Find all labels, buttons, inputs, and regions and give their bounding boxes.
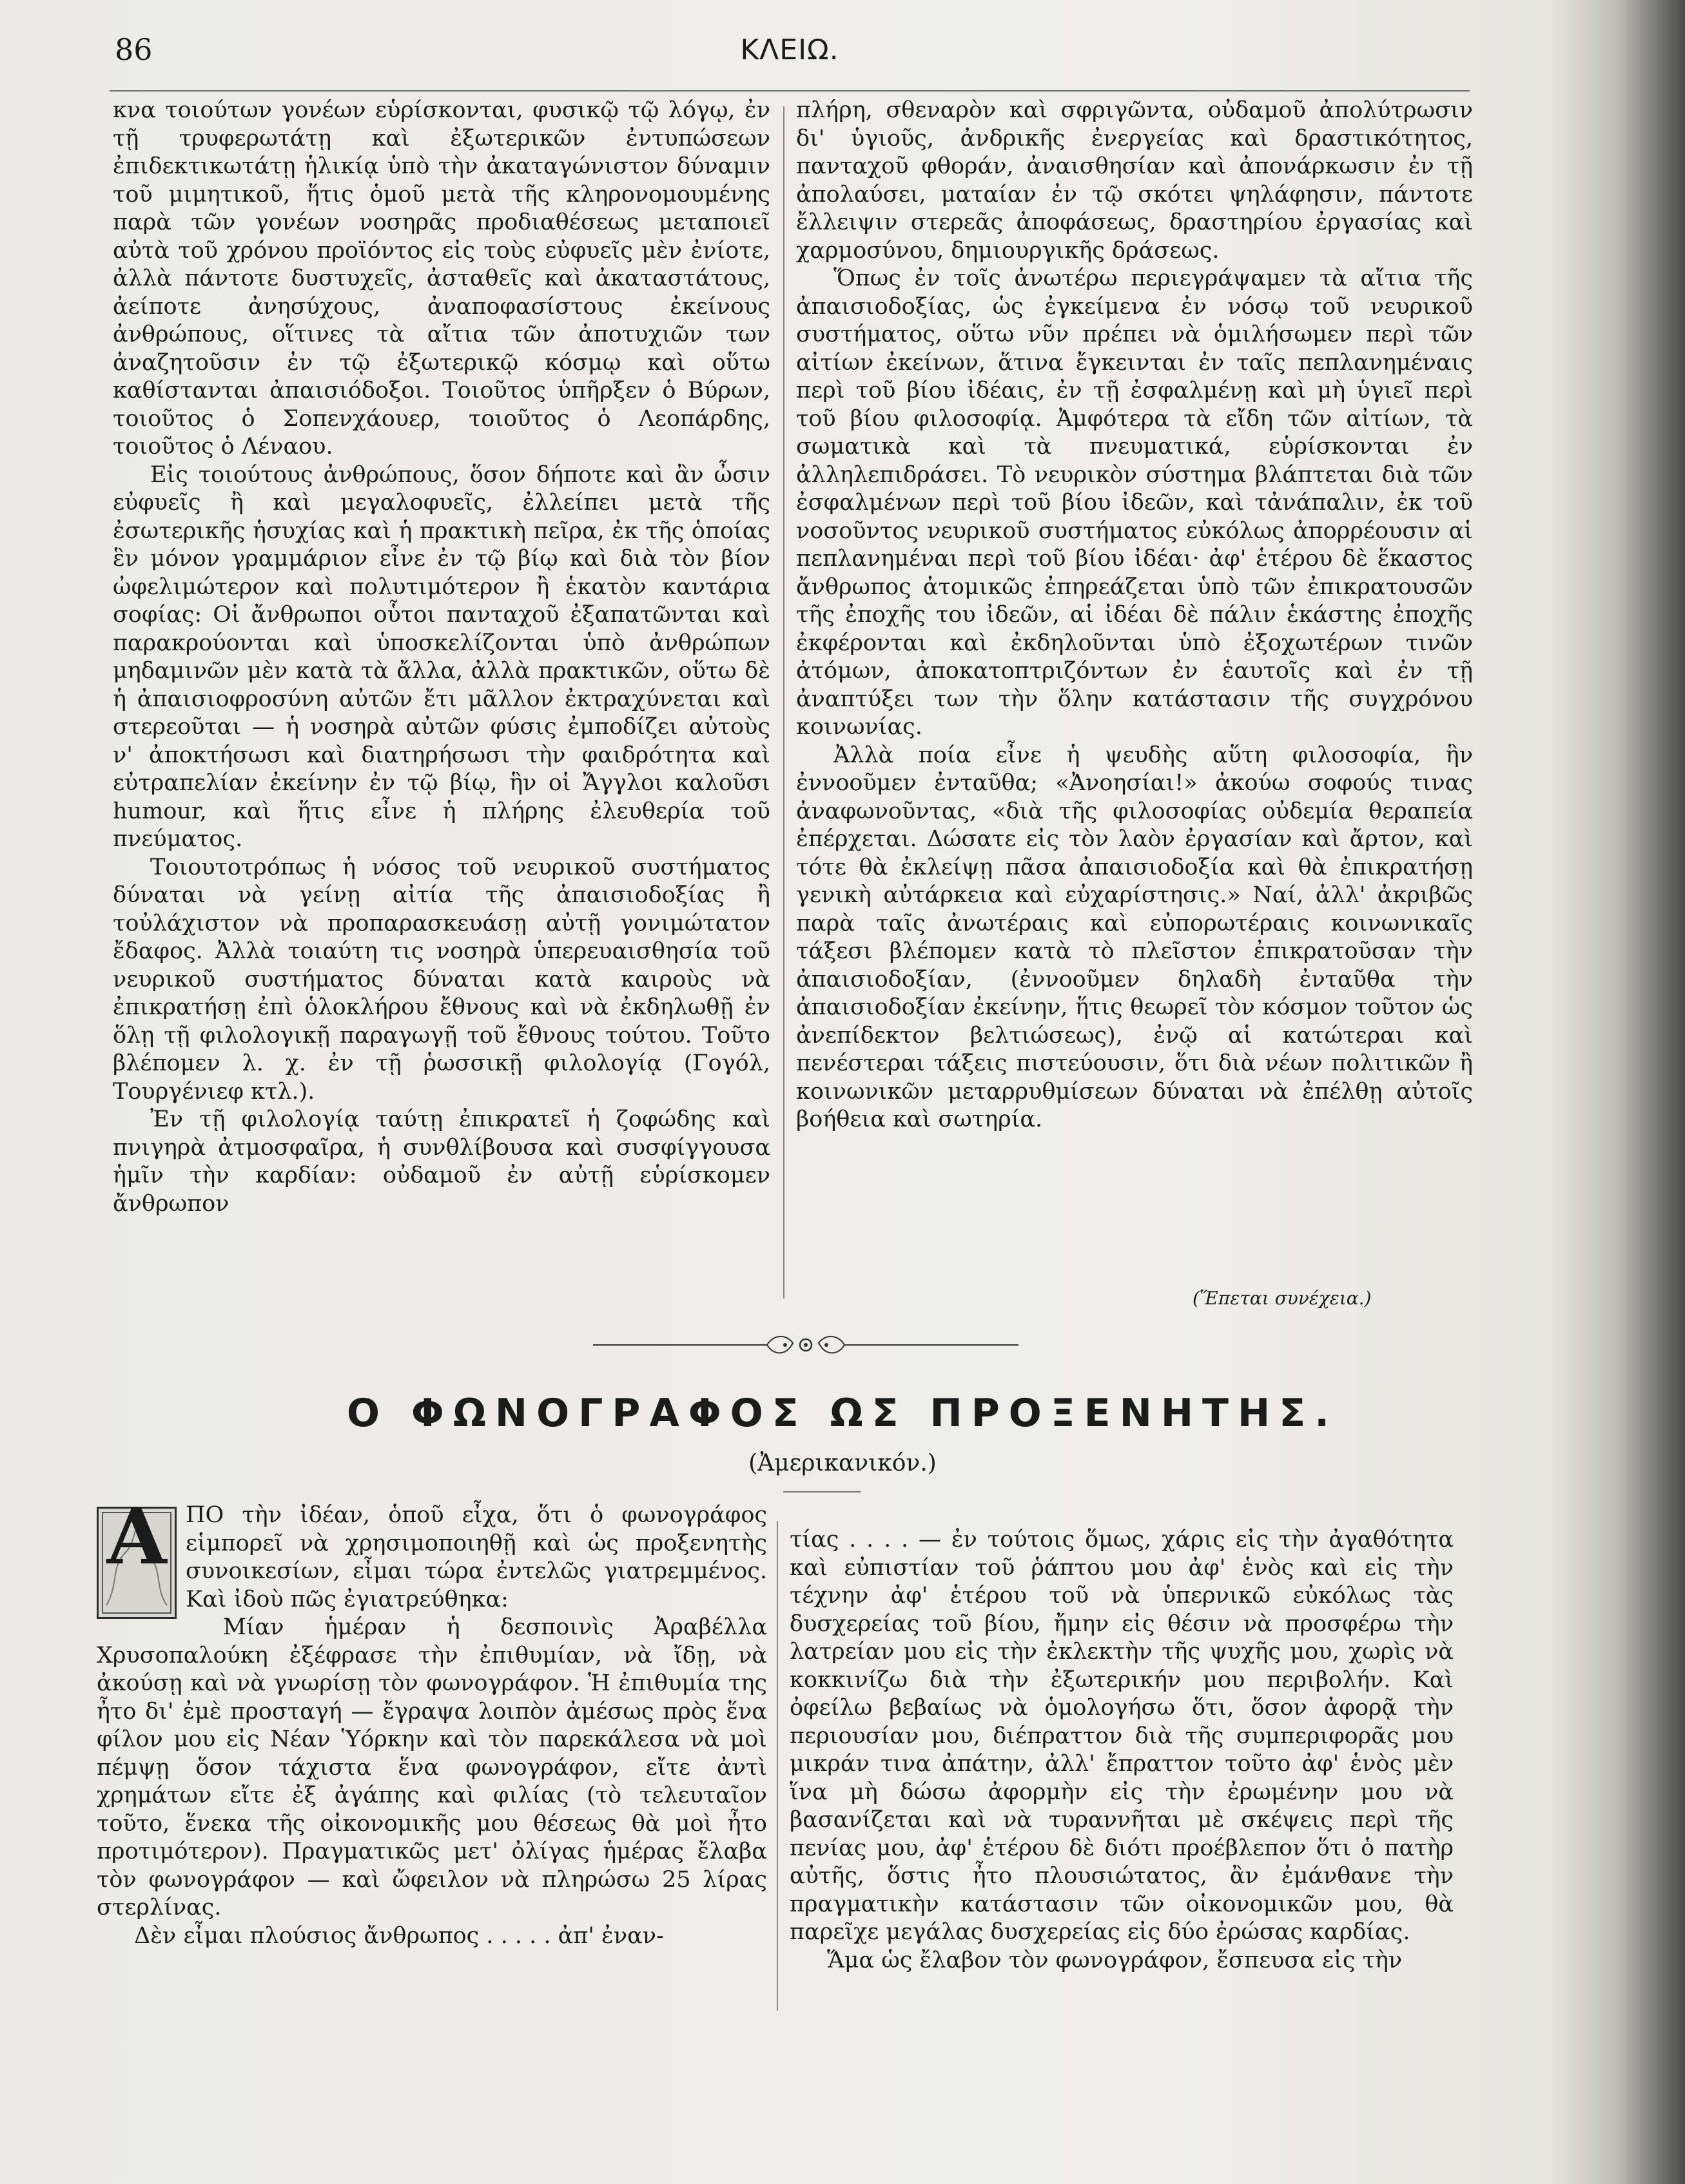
paragraph: Ἀλλὰ ποία εἶνε ἡ ψευδὴς αὕτη φιλοσοφία, ἣν ἐννοοῦμεν ἐνταῦθα; «Ἀνοησίαι!» ἀκούω σοφούς τινας ἀναφωνοῦντας, «διὰ τῆς φιλοσοφίας οὐδεμία θεραπεία ἐπέρχεται. Δώσατε εἰς τὸν λαὸν ἐργασίαν καὶ ἄρτον, καὶ τότε θὰ ἐκλείψῃ πᾶσα ἀπαισιοδοξία καὶ θὰ ἐπικρατήσῃ γενικὴ αὐτάρκεια καὶ εὐχαρίστησις.» Ναί, ἀλλ' ἀκριβῶς παρὰ ταῖς ἀνωτέραις καὶ εὐπορωτέραις κοινωνικαῖς τάξεσι βλέπομεν κατὰ τὸ πλεῖστον ἐπικρατοῦσαν τὴν ἀπαισιοδοξίαν, (ἐννοοῦμεν δηλαδὴ ἐνταῦθα τὴν ἀπαισιοδοξίαν ἐκείνην, ἥτις θεωρεῖ τὸν κόσμον τοῦτον ὡς ἀνεπίδεκτον βελτιώσεως), ἐνῷ αἱ κατώτεραι καὶ πενέστεραι τάξεις πιστεύουσιν, ὅτι διὰ νέων πολιτικῶν ἢ κοινωνικῶν μεταρρυθμίσεων δύναται νὰ ἐπέλθῃ αὐτοῖς βοήθεια καὶ σωτηρία. — [796, 742, 1473, 1132]
page-number: 86 — [115, 32, 153, 67]
paragraph: Ἐν τῇ φιλολογίᾳ ταύτῃ ἐπικρατεῖ ἡ ζοφώδης καὶ πνιγηρὰ ἀτμοσφαῖρα, ἡ συνθλίβουσα καὶ συσφίγγουσα ἡμῖν τὴν καρδίαν: οὐδαμοῦ ἐν αὐτῇ εὑρίσκομεν ἄνθρωπον — [113, 1106, 770, 1217]
running-title: ΚΛΕΙΩ. — [740, 34, 839, 66]
paragraph: τίας . . . . — ἐν τούτοις ὅμως, χάρις εἰς τὴν ἀγαθότητα καὶ εὐπιστίαν τοῦ ῥάπτου μου ἀφ' ἑνὸς καὶ εἰς τὴν τέχνην ἀφ' ἑτέρου τοῦ νὰ ὑπερνικῶ εὐκόλως τὰς δυσχερείας τοῦ βίου, ἤμην εἰς θέσιν νὰ προσφέρω τὴν λατρείαν μου εἰς τὴν ἐκλεκτὴν τῆς ψυχῆς μου, χωρὶς νὰ κοκκινίζω διὰ τὴν ἐξωτερικήν μου περιβολήν. Καὶ ὀφείλω βεβαίως νὰ ὁμολογήσω ὅτι, ὅσον ἀφορᾷ τὴν περιουσίαν μου, διέπραττον διὰ τῆς συμπεριφορᾶς μου μικράν τινα ἀπάτην, ἀλλ' ἔπραττον τοῦτο ἀφ' ἑνὸς μὲν ἵνα μὴ δώσω ἀφορμὴν εἰς τὴν ἐρωμένην μου νὰ βασανίζεται καὶ νὰ τυραννῆται μὲ σκέψεις περὶ τῆς πενίας μου, ἀφ' ἑτέρου δὲ διότι προέβλεπον ὅτι ὁ πατὴρ αὐτῆς, ὅστις ἦτο πλουσιώτατος, ἂν ἐμάνθανε τὴν πραγματικὴν κατάστασιν τῶν οἰκονομικῶν μου, θὰ παρεῖχε μεγάλας δυσχερείας εἰς δύο ἐρώσας καρδίας. — [790, 1527, 1454, 1945]
paragraph: Ἅμα ὡς ἔλαβον τὸν φωνογράφον, ἔσπευσα εἰς τὴν — [827, 1947, 1403, 1973]
header-rule — [110, 90, 1470, 92]
dropcap-letter: Α — [106, 1491, 167, 1582]
article-title: Ο ΦΩΝΟΓΡΑΦΟΣ ΩΣ ΠΡΟΞΕΝΗΤΗΣ. — [347, 1391, 1338, 1436]
article-subtitle: (Ἀμερικανικόν.) — [748, 1450, 937, 1476]
paragraph: Τοιουτοτρόπως ἡ νόσος τοῦ νευρικοῦ συστήματος δύναται νὰ γείνῃ αἰτία τῆς ἀπαισιοδοξίας ἢ τοὐλάχιστον νὰ προπαρασκευάσῃ αὐτῇ γονιμώτατον ἔδαφος. Ἀλλὰ τοιαύτη τις νοσηρὰ ὑπερευαισθησία τοῦ νευρικοῦ συστήματος δύναται κατὰ καιροὺς νὰ ἐπικρατήσῃ ἐπὶ ὁλοκλήρου ἔθνους καὶ νὰ ἐκδηλωθῇ ἐν ὅλῃ τῇ φιλολογικῇ παραγωγῇ τοῦ ἔθνους τούτου. Τοῦτο βλέπομεν λ. χ. ἐν τῇ ῥωσσικῇ φιλολογίᾳ (Γογόλ, Τουργένιεφ κτλ.). — [113, 854, 770, 1105]
ornament-icon — [580, 1329, 1031, 1361]
dropcap — [97, 1491, 177, 1619]
paragraph: Δὲν εἶμαι πλούσιος ἄνθρωπος . . . . . ἀπ' ἐναν- — [134, 1922, 664, 1949]
top-left-column — [113, 97, 770, 1218]
paragraph: πλήρη, σθεναρὸν καὶ σφριγῶντα, οὐδαμοῦ ἀπολύτρωσιν δι' ὑγιοῦς, ἀνδρικῆς ἐνεργείας καὶ δραστικότητος, πανταχοῦ φθοράν, ἀναισθησίαν καὶ ἀπονάρκωσιν ἐν τῇ ἀπολαύσει, ματαίαν ἐν τῷ σκότει ψηλάφησιν, πάντοτε ἔλλειψιν στερεᾶς ἀποφάσεως, δραστηρίου ἐργασίας καὶ χαρμοσύνου, δημιουργικῆς δράσεως. — [796, 97, 1473, 264]
column-divider — [777, 1521, 778, 2011]
continued-note: (Ἕπεται συνέχεια.) — [1193, 1288, 1372, 1309]
title-rule — [783, 1491, 861, 1493]
page-header — [110, 26, 1470, 90]
bottom-left-column — [97, 1491, 767, 1950]
bottom-right-column — [790, 1526, 1454, 1975]
paragraph: κνα τοιούτων γονέων εὑρίσκονται, φυσικῷ τῷ λόγῳ, ἐν τῇ τρυφερωτάτῃ καὶ ἐξωτερικῶν ἐντυπώσεων ἐπιδεκτικωτάτῃ ἡλικίᾳ ὑπὸ τὴν ἀκαταγώνιστον δύναμιν τοῦ μιμητικοῦ, ἥτις ὁμοῦ μετὰ τῆς κληρονομουμένης παρὰ τῶν γονέων νοσηρᾶς προδιαθέσεως μεταποιεῖ αὐτὰ τοῦ χρόνου προϊόντος εἰς τοὺς εὐφυεῖς μὲν ἐνίοτε, ἀλλὰ πάντοτε δυστυχεῖς, ἀσταθεῖς καὶ ἀκαταστάτους, ἀείποτε ἀνησύχους, ἀναποφασίστους ἐκείνους ἀνθρώπους, οἵτινες τὰ αἴτια τῶν ἀποτυχιῶν των ἀναζητοῦσιν ἐν τῷ ἐξωτερικῷ κόσμῳ καὶ οὕτω καθίστανται ἀπαισιόδοξοι. Τοιοῦτος ὑπῆρξεν ὁ Βύρων, τοιοῦτος ὁ Σοπενχάουερ, τοιοῦτος ὁ Λεοπάρδης, τοιοῦτος ὁ Λέναου. — [113, 97, 770, 459]
paragraph: Ὅπως ἐν τοῖς ἀνωτέρω περιεγράψαμεν τὰ αἴτια τῆς ἀπαισιοδοξίας, ὡς ἐγκείμενα ἐν νόσῳ τοῦ νευρικοῦ συστήματος, οὕτω νῦν πρέπει νὰ ὁμιλήσωμεν περὶ τῶν αἰτίων ἐκείνων, ἅτινα ἔγκεινται ἐν ταῖς πεπλανημέναις περὶ τοῦ βίου ἰδέαις, ἐν τῇ ἐσφαλμένῃ καὶ μὴ ὑγιεῖ περὶ τοῦ βίου φιλοσοφίᾳ. Ἀμφότερα τὰ εἴδη τῶν αἰτίων, τὰ σωματικὰ καὶ τὰ πνευματικά, εὑρίσκονται ἐν ἀλληλεπιδράσει. Τὸ νευρικὸν σύστημα βλάπτεται διὰ τῶν ἐσφαλμένων περὶ τοῦ βίου ἰδεῶν, καὶ τἀνάπαλιν, ἐκ τοῦ νοσοῦντος νευρικοῦ συστήματος εὐκόλως ἀπορρέουσιν αἱ πεπλανημέναι περὶ τοῦ βίου ἰδέαι· ἀφ' ἑτέρου δὲ ἕκαστος ἄνθρωπος ἀτομικῶς ἐπηρεάζεται ὑπὸ τῶν ἐπικρατουσῶν τῆς ἐποχῆς του ἰδεῶν, αἱ ἰδέαι δὲ πάλιν ἑκάστης ἐποχῆς ἐκφέρονται καὶ ἐκδηλοῦνται ὑπὸ ἐξοχωτέρων τινῶν ἀτόμων, ἀποκατοπτριζόντων ἐν ἑαυτοῖς καὶ ἐν τῇ ἀναπτύξει των τὴν ὅλην κατάστασιν τῆς συγχρόνου κοινωνίας. — [796, 266, 1473, 740]
ornament-divider — [580, 1329, 1031, 1361]
paragraph: Μίαν ἡμέραν ἡ δεσποινὶς Ἀραβέλλα Χρυσοπαλούκη ἐξέφρασε τὴν ἐπιθυμίαν, νὰ ἴδῃ, νὰ ἀκούσῃ καὶ νὰ γνωρίσῃ τὸν φωνογράφον. Ἡ ἐπιθυμία της ἦτο δι' ἐμὲ προσταγή — ἔγραψα λοιπὸν ἀμέσως πρὸς ἕνα φίλον μου εἰς Νέαν Ὑόρκην καὶ τὸν παρεκάλεσα νὰ μοὶ πέμψῃ ὅσον τάχιστα ἕνα φωνογράφον, εἴτε ἀντὶ χρημάτων εἴτε ἐξ ἀγάπης καὶ φιλίας (τὸ τελευταῖον τοῦτο, ἕνεκα τῆς οἰκονομικῆς μου θέσεως θὰ μοὶ ἦτο προτιμότερον). Πραγματικῶς μετ' ὀλίγας ἡμέρας ἔλαβα τὸν φωνογράφον — καὶ ὤφειλον νὰ πληρώσω 25 λίρας στερλίνας. — [97, 1614, 767, 1920]
column-divider — [783, 106, 784, 1299]
paragraph: ΠΟ τὴν ἰδέαν, ὁποῦ εἶχα, ὅτι ὁ φωνογράφος εἱμπορεῖ νὰ χρησιμοποιηθῇ καὶ ὡς προξενητὴς συνοικεσίων, εἶμαι τώρα ἐντελῶς γιατρεμμένος. Καὶ ἰδοὺ πῶς ἐγιατρεύθηκα: — [186, 1502, 767, 1612]
paragraph: Εἰς τοιούτους ἀνθρώπους, ὅσον δήποτε καὶ ἂν ὦσιν εὐφυεῖς ἢ καὶ μεγαλοφυεῖς, ἐλλείπει μετὰ τῆς ἐσωτερικῆς ἡσυχίας καὶ ἡ πρακτικὴ πεῖρα, ἐκ τῆς ὁποίας ἓν μόνον γραμμάριον εἶνε ἐν τῷ βίῳ καὶ διὰ τὸν βίον ὠφελιμώτερον καὶ πολυτιμότερον ἢ ἑκατὸν καντάρια σοφίας: Οἱ ἄνθρωποι οὗτοι πανταχοῦ ἐξαπατῶνται καὶ παρακρούονται καὶ ὑποσκελίζονται ὑπὸ ἀνθρώπων μηδαμινῶν μὲν κατὰ τὰ ἄλλα, ἀλλὰ πρακτικῶν, οὕτω δὲ ἡ ἀπαισιοφροσύνη αὐτῶν ἔτι μᾶλλον ἐκτραχύνεται καὶ στερεοῦται — ἡ νοσηρὰ αὐτῶν φύσις ἐμποδίζει αὐτοὺς ν' ἀποκτήσωσι καὶ διατηρήσωσι τὴν φαιδρότητα καὶ εὐτραπελίαν ἐκείνην ἐν τῷ βίῳ, ἣν οἱ Ἄγγλοι καλοῦσι humour, καὶ ἥτις εἶνε ἡ πλήρης ἐλευθερία τοῦ πνεύματος. — [113, 461, 770, 852]
top-right-column — [796, 97, 1473, 1134]
